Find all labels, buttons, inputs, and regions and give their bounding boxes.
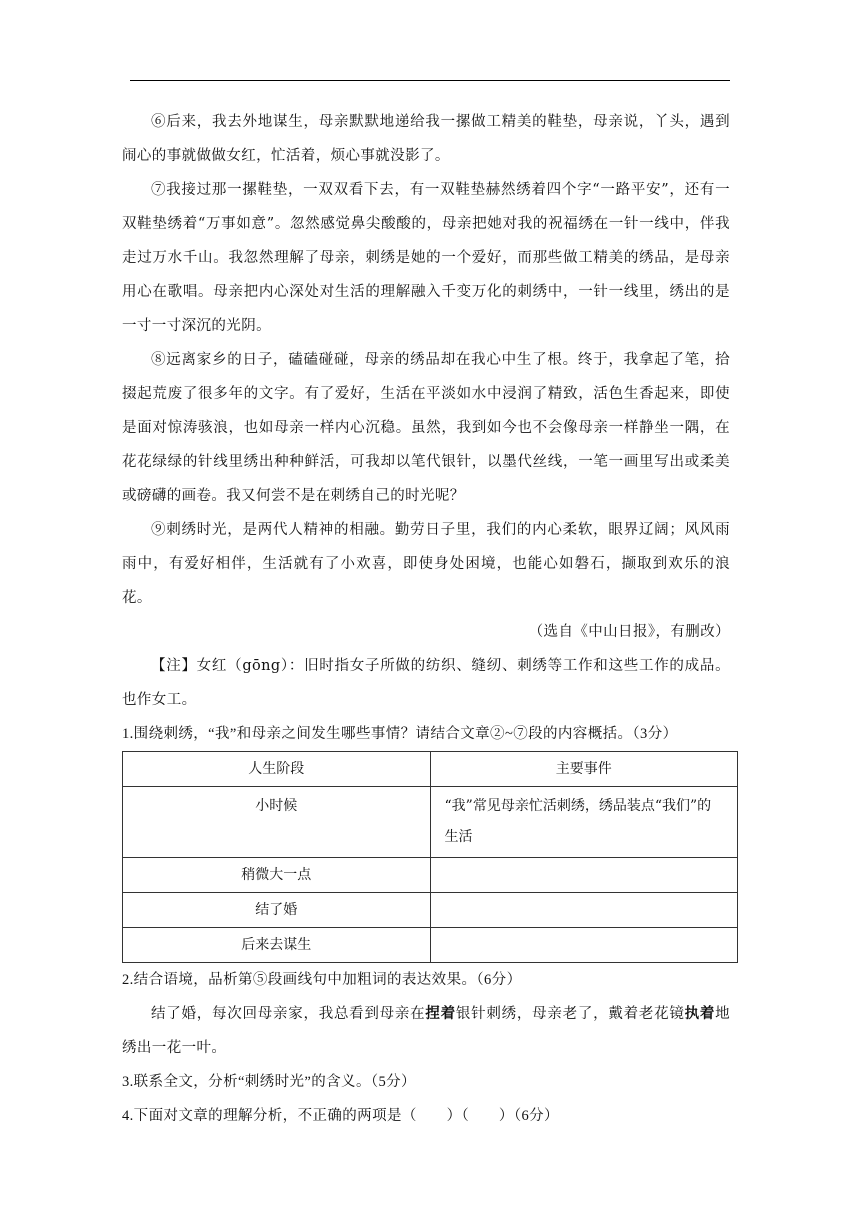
paragraph-9: ⑨刺绣时光，是两代人精神的相融。勤劳日子里，我们的内心柔软，眼界辽阔；风风雨雨中，有爱好相伴，生活就有了小欢喜，即使身处困境，也能心如磐石，撷取到欢乐的浪花。 — [122, 522, 730, 606]
table-cell-stage: 后来去谋生 — [123, 928, 431, 963]
table-cell-event-blank[interactable] — [430, 928, 738, 963]
question-2: 2.结合语境，品析第⑤段画线句中加粗词的表达效果。（6分） — [122, 972, 522, 988]
question-4: 4.下面对文章的理解分析，不正确的两项是（ ）（ ）（6分） — [122, 1108, 559, 1124]
table-row — [123, 893, 738, 928]
header-rule — [130, 80, 730, 81]
life-stage-table — [122, 751, 738, 963]
table-row — [123, 787, 738, 858]
table-cell-event: “我”常见母亲忙活刺绣，绣品装点“我们”的生活 — [430, 787, 738, 858]
paragraph-8: ⑧远离家乡的日子，磕磕碰碰，母亲的绣品却在我心中生了根。终于，我拿起了笔，拾掇起荒废了很多年的文字。有了爱好，生活在平淡如水中浸润了精致，活色生香起来，即使是面对惊涛骇浪，也如母亲一样内心沉稳。虽然，我到如今也不会像母亲一样静坐一隅，在花花绿绿的针线里绣出种种鲜活，可我却以笔代银针，以墨代丝线，一笔一画里写出或柔美或磅礴的画卷。我又何尝不是在刺绣自己的时光呢？ — [122, 352, 730, 504]
table-cell-event-blank[interactable] — [430, 893, 738, 928]
table-cell-stage: 结了婚 — [123, 893, 431, 928]
table-header-event: 主要事件 — [430, 752, 738, 787]
table-row — [123, 928, 738, 963]
document-body — [122, 105, 730, 1133]
table-header-row — [123, 752, 738, 787]
table-row — [123, 858, 738, 893]
paragraph-7: ⑦我接过那一摞鞋垫，一双双看下去，有一双鞋垫赫然绣着四个字“一路平安”，还有一双鞋垫绣着“万事如意”。忽然感觉鼻尖酸酸的，母亲把她对我的祝福绣在一针一线中，伴我走过万水千山。我忽然理解了母亲，刺绣是她的一个爱好，而那些做工精美的绣品，是母亲用心在歌唱。母亲把内心深处对生活的理解融入千变万化的刺绣中，一针一线里，绣出的是一寸一寸深沉的光阴。 — [122, 182, 730, 334]
table-cell-event-blank[interactable] — [430, 858, 738, 893]
bold-word-2: 执着 — [684, 1005, 716, 1022]
quote-text: 地绣出一花一叶。 — [122, 1006, 731, 1056]
quote-text: 结了婚，每次回母亲家，我总看到母亲在 — [151, 1006, 426, 1022]
paragraph-6: ⑥后来，我去外地谋生，母亲默默地递给我一摞做工精美的鞋垫，母亲说，丫头，遇到闹心的事就做做女红，忙活着，烦心事就没影了。 — [122, 114, 730, 164]
annotation-note: 【注】女红（gōng）：旧时指女子所做的纺织、缝纫、刺绣等工作和这些工作的成品。也作女工。 — [122, 658, 730, 708]
quote-text: 银针刺绣，母亲老了，戴着老花镜 — [455, 1006, 685, 1022]
table-cell-stage: 小时候 — [123, 787, 431, 858]
table-header-stage: 人生阶段 — [123, 752, 431, 787]
bold-word-1: 捏着 — [425, 1005, 456, 1022]
question-1: 1.围绕刺绣，“我”和母亲之间发生哪些事情？请结合文章②~⑦段的内容概括。（3分） — [122, 726, 678, 742]
question-3: 3.联系全文，分析“刺绣时光”的含义。（5分） — [122, 1074, 416, 1090]
question-2-quote — [122, 997, 730, 1065]
source-citation: （选自《中山日报》，有删改） — [528, 624, 730, 640]
table-cell-stage: 稍微大一点 — [123, 858, 431, 893]
